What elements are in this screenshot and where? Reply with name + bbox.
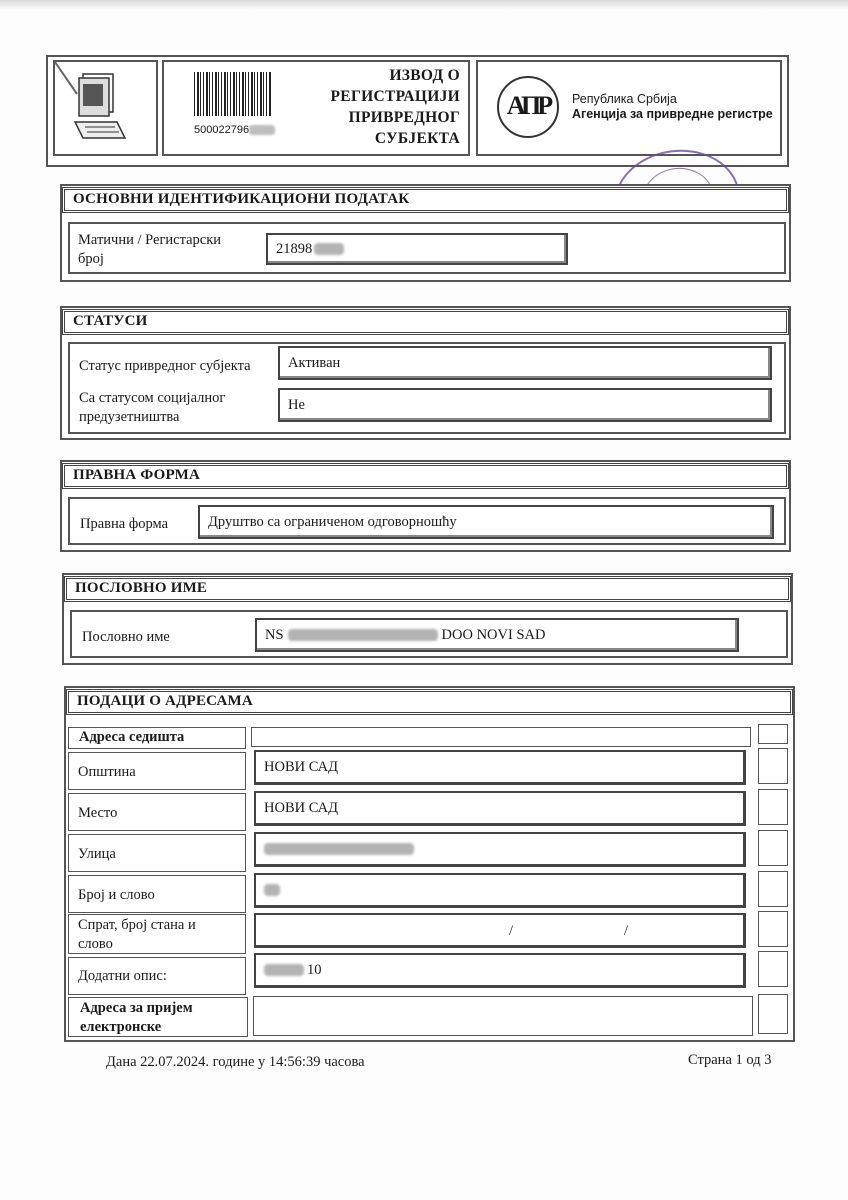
place-label: Место bbox=[78, 805, 118, 821]
place-value: НОВИ САД bbox=[264, 799, 339, 816]
side-cell bbox=[758, 994, 788, 1034]
computer-document-icon bbox=[55, 62, 156, 154]
legal-form-value: Друштво са ограниченом одговорношћу bbox=[208, 513, 457, 530]
section-status-title: СТАТУСИ bbox=[62, 309, 789, 335]
number-label: Број и слово bbox=[78, 887, 155, 903]
seat-header-blank bbox=[251, 727, 751, 747]
street-label: Улица bbox=[78, 846, 116, 862]
municipality-label: Општина bbox=[78, 764, 136, 780]
redaction-mark bbox=[264, 964, 304, 976]
business-name-prefix: NS bbox=[265, 626, 284, 643]
issue-date: Дана 22.07.2024. године у 14:56:39 часова bbox=[106, 1054, 365, 1070]
redaction-mark bbox=[264, 843, 414, 855]
title-line-4: СУБЈЕКТА bbox=[374, 130, 460, 147]
scan-shadow bbox=[0, 0, 848, 10]
document-title bbox=[300, 65, 460, 149]
number-field bbox=[254, 873, 746, 908]
municipality-value: НОВИ САД bbox=[264, 758, 339, 775]
seat-address-header: Адреса седишта bbox=[68, 727, 246, 749]
apr-agency-text: Агенција за привредне регистре bbox=[572, 107, 773, 121]
document-icon-frame bbox=[53, 60, 158, 156]
label-line-1: Са статусом социјалног bbox=[79, 390, 226, 406]
section-addresses-title: ПОДАЦИ О АДРЕСАМА bbox=[66, 689, 793, 715]
email-address-blank bbox=[253, 996, 753, 1036]
side-cell bbox=[758, 911, 788, 947]
floor-label bbox=[78, 916, 196, 954]
label-line-1: Спрат, број стана и bbox=[78, 917, 196, 933]
place-field bbox=[254, 791, 746, 826]
redaction-mark bbox=[249, 125, 275, 135]
business-name-label: Пословно име bbox=[82, 629, 170, 645]
email-address-header bbox=[80, 999, 193, 1037]
title-line-3: ПРИВРЕДНОГ bbox=[348, 109, 460, 126]
label-line-1: Адреса за пријем bbox=[80, 1000, 193, 1016]
business-name-suffix: DOO NOVI SAD bbox=[441, 626, 546, 643]
social-enterprise-value: Не bbox=[288, 396, 305, 413]
label-line-2: предузетништва bbox=[79, 409, 180, 425]
section-id-title: ОСНОВНИ ИДЕНТИФИКАЦИОНИ ПОДАТАК bbox=[62, 187, 789, 213]
barcode-icon bbox=[194, 72, 272, 116]
registration-number-label bbox=[78, 231, 221, 269]
barcode-number-text: 500022796 bbox=[194, 124, 250, 136]
status-label: Статус привредног субјекта bbox=[79, 358, 251, 374]
label-line-1: Матични / Регистарски bbox=[78, 232, 222, 248]
side-cell bbox=[758, 951, 788, 987]
side-cell bbox=[758, 830, 788, 866]
label-line-2: број bbox=[78, 251, 104, 267]
registration-number-value: 21898 bbox=[276, 240, 313, 257]
business-name-field bbox=[255, 618, 739, 652]
floor-separator-1: / bbox=[509, 923, 514, 939]
title-line-1: ИЗВОД О bbox=[389, 67, 460, 84]
floor-separator-2: / bbox=[624, 923, 629, 939]
status-field bbox=[278, 346, 772, 380]
redaction-mark bbox=[288, 629, 438, 641]
extra-description-label: Додатни опис: bbox=[78, 968, 167, 984]
side-cell bbox=[758, 748, 788, 784]
title-line-2: РЕГИСТРАЦИЈИ bbox=[330, 88, 460, 105]
redaction-mark bbox=[314, 243, 344, 255]
legal-form-field bbox=[198, 505, 774, 539]
social-enterprise-field bbox=[278, 388, 772, 422]
barcode-number bbox=[194, 124, 275, 136]
redaction-mark bbox=[264, 884, 280, 896]
label-line-2: електронске bbox=[80, 1019, 162, 1035]
label-line-2: слово bbox=[78, 936, 113, 952]
apr-logo: АПР bbox=[497, 76, 559, 138]
section-legal-form-title: ПРАВНА ФОРМА bbox=[62, 463, 789, 489]
extra-description-value: 10 bbox=[307, 961, 322, 978]
floor-field bbox=[254, 913, 746, 948]
municipality-field bbox=[254, 750, 746, 785]
registration-number-field bbox=[266, 233, 568, 265]
extra-description-field bbox=[254, 953, 746, 988]
section-business-name-title: ПОСЛОВНО ИМЕ bbox=[64, 576, 791, 602]
legal-form-label: Правна форма bbox=[80, 516, 169, 532]
side-cell bbox=[758, 871, 788, 907]
side-cell bbox=[758, 724, 788, 744]
status-value: Активан bbox=[288, 354, 341, 371]
street-field bbox=[254, 832, 746, 867]
apr-republic-text: Република Србија bbox=[572, 92, 677, 106]
page-number: Страна 1 од 3 bbox=[688, 1052, 772, 1068]
social-enterprise-label bbox=[79, 389, 225, 427]
side-cell bbox=[758, 789, 788, 825]
